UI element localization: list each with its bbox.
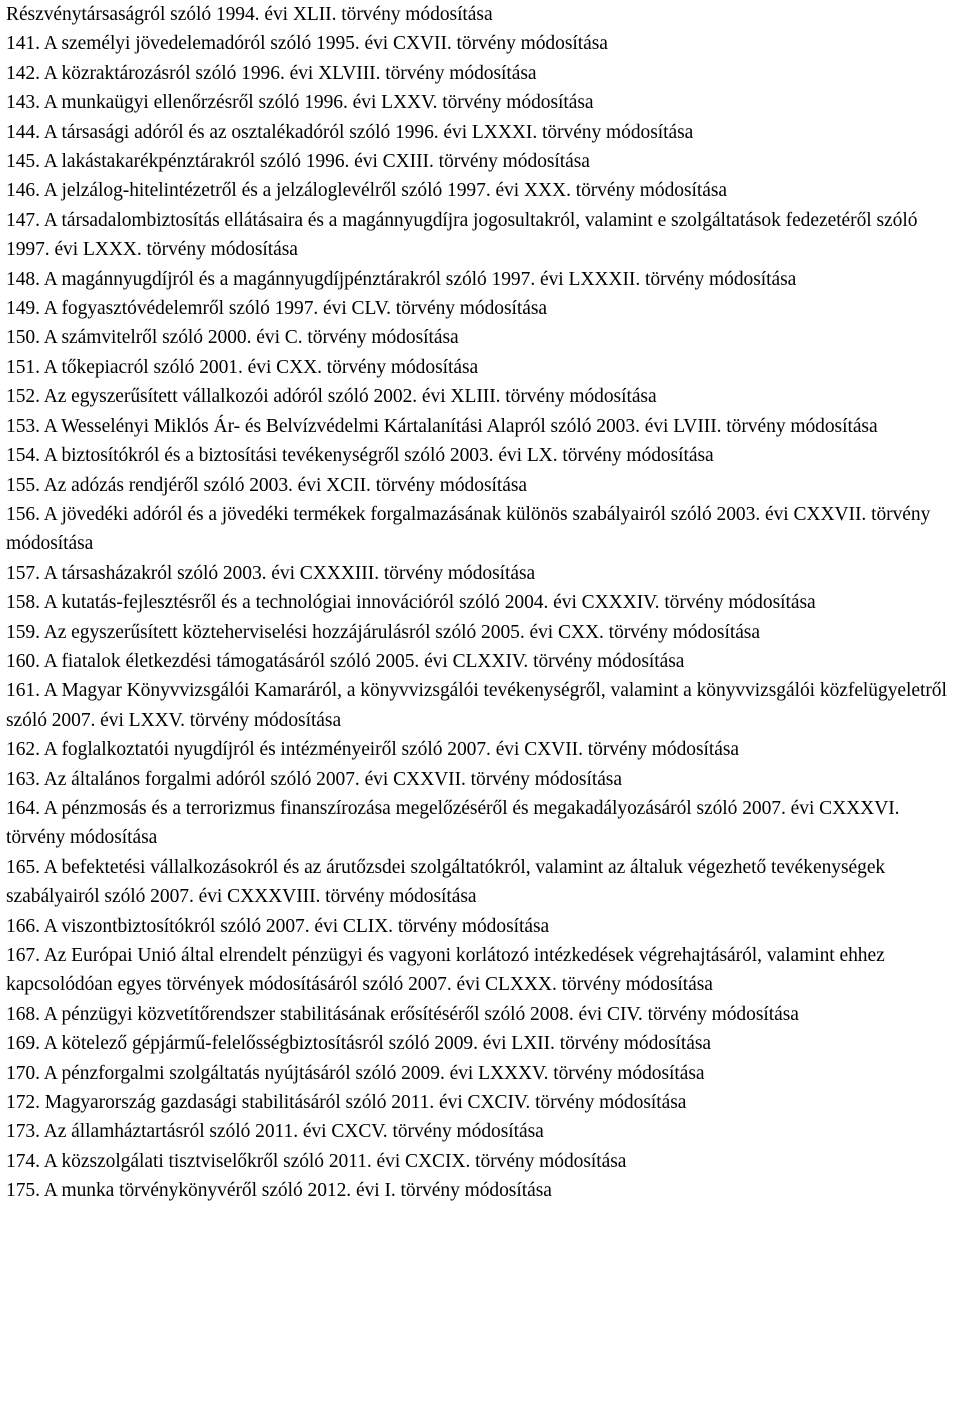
entry-text: Az adózás rendjéről szóló 2003. évi XCII. törvény módosítása <box>43 474 527 496</box>
list-item <box>6 147 956 176</box>
list-item <box>6 29 956 58</box>
list-item <box>6 1147 956 1176</box>
entry-number: 142. <box>6 62 40 84</box>
entry-text: A viszontbiztosítókról szóló 2007. évi CLIX. törvény módosítása <box>43 915 550 937</box>
list-item <box>6 853 956 912</box>
list-item <box>6 353 956 382</box>
entry-number: 166. <box>6 915 40 937</box>
entry-text: A befektetési vállalkozásokról és az árutőzsdei szolgáltatókról, valamint az általuk végezhető tevékenységek szabályairól szóló 2007. évi CXXXVIII. törvény módosítása <box>6 856 886 908</box>
list-item <box>6 1176 956 1205</box>
entry-text: Az egyszerűsített közteherviselési hozzájárulásról szóló 2005. évi CXX. törvény módosítása <box>43 621 760 643</box>
list-item <box>6 676 956 735</box>
entry-text: A közraktározásról szóló 1996. évi XLVIII. törvény módosítása <box>43 62 537 84</box>
list-item <box>6 559 956 588</box>
entry-text: A Magyar Könyvvizsgálói Kamaráról, a könyvvizsgálói tevékenységről, valamint a könyvvizsgálói közfelügyeletről szóló 2007. évi LXXV. törvény módosítása <box>6 680 947 731</box>
entry-number: 143. <box>6 92 40 114</box>
list-item <box>6 500 956 559</box>
entry-text: Magyarország gazdasági stabilitásáról szóló 2011. évi CXCIV. törvény módosítása <box>44 1092 687 1114</box>
entry-number: 150. <box>6 327 40 349</box>
entry-text: A társasházakról szóló 2003. évi CXXXIII. törvény módosítása <box>43 562 536 584</box>
entry-list <box>6 29 956 1205</box>
entry-text: A fiatalok életkezdési támogatásáról szóló 2005. évi CLXXIV. törvény módosítása <box>43 650 685 672</box>
list-item <box>6 1059 956 1088</box>
list-item <box>6 294 956 323</box>
entry-text: A pénzügyi közvetítőrendszer stabilitásának erősítéséről szóló 2008. évi CIV. törvény módosítása <box>43 1003 799 1025</box>
entry-number: 170. <box>6 1062 40 1084</box>
list-item <box>6 618 956 647</box>
list-item <box>6 647 956 676</box>
entry-text: A biztosítókról és a biztosítási tevékenységről szóló 2003. évi LX. törvény módosítása <box>43 445 714 467</box>
entry-number: 174. <box>6 1150 40 1172</box>
list-item <box>6 1029 956 1058</box>
list-item <box>6 176 956 205</box>
entry-number: 151. <box>6 356 40 378</box>
entry-number: 157. <box>6 562 40 584</box>
entry-number: 159. <box>6 621 40 643</box>
entry-number: 164. <box>6 797 40 819</box>
entry-text: Az államháztartásról szóló 2011. évi CXCV. törvény módosítása <box>43 1121 544 1143</box>
entry-text: A kötelező gépjármű-felelősségbiztosításról szóló 2009. évi LXII. törvény módosítása <box>43 1033 711 1055</box>
list-item <box>6 941 956 1000</box>
entry-text: A foglalkoztatói nyugdíjról és intézményeiről szóló 2007. évi CXVII. törvény módosítása <box>43 739 740 761</box>
entry-text: Az Európai Unió által elrendelt pénzügyi és vagyoni korlátozó intézkedések végrehajtásáról, valamint ehhez kapcsolódóan egyes törvények módosításáról szóló 2007. évi CLXXX. törvény módosítása <box>6 945 885 996</box>
list-item <box>6 323 956 352</box>
entry-text: A kutatás-fejlesztésről és a technológiai innovációról szóló 2004. évi CXXXIV. törvény módosítása <box>43 592 816 614</box>
list-item <box>6 912 956 941</box>
entry-number: 144. <box>6 121 40 143</box>
entry-number: 165. <box>6 856 40 878</box>
entry-number: 155. <box>6 474 40 496</box>
list-item <box>6 794 956 853</box>
entry-text: A magánnyugdíjról és a magánnyugdíjpénztárakról szóló 1997. évi LXXXII. törvény módosítása <box>43 268 797 290</box>
entry-number: 167. <box>6 945 40 966</box>
entry-text: A személyi jövedelemadóról szóló 1995. évi CXVII. törvény módosítása <box>43 33 608 55</box>
entry-number: 160. <box>6 650 40 672</box>
entry-number: 169. <box>6 1033 40 1055</box>
entry-number: 148. <box>6 268 40 290</box>
entry-text: A munka törvénykönyvéről szóló 2012. évi I. törvény módosítása <box>43 1180 552 1202</box>
list-item <box>6 412 956 441</box>
entry-text: A pénzforgalmi szolgáltatás nyújtásáról szóló 2009. évi LXXXV. törvény módosítása <box>43 1062 705 1084</box>
entry-text: A tőkepiacról szóló 2001. évi CXX. törvény módosítása <box>43 356 479 378</box>
entry-number: 153. <box>6 415 40 437</box>
entry-text: Az egyszerűsített vállalkozói adóról szóló 2002. évi XLIII. törvény módosítása <box>43 386 657 408</box>
list-item <box>6 118 956 147</box>
list-item <box>6 441 956 470</box>
list-item <box>6 735 956 764</box>
list-item <box>6 1088 956 1117</box>
list-item <box>6 382 956 411</box>
entry-number: 161. <box>6 680 40 702</box>
entry-number: 149. <box>6 298 40 320</box>
entry-number: 173. <box>6 1121 40 1143</box>
entry-text: A munkaügyi ellenőrzésről szóló 1996. évi LXXV. törvény módosítása <box>43 92 594 114</box>
entry-text: A számvitelről szóló 2000. évi C. törvény módosítása <box>43 327 459 349</box>
entry-text: A pénzmosás és a terrorizmus finanszírozása megelőzéséről és megakadályozásáról szóló 2007. évi CXXXVI. törvény módosítása <box>6 797 900 849</box>
entry-text: Az általános forgalmi adóról szóló 2007. évi CXXVII. törvény módosítása <box>43 768 622 790</box>
list-item <box>6 1117 956 1146</box>
entry-number: 162. <box>6 739 40 761</box>
list-item <box>6 59 956 88</box>
entry-text: A fogyasztóvédelemről szóló 1997. évi CLV. törvény módosítása <box>43 298 548 320</box>
entry-text: A lakástakarékpénztárakról szóló 1996. évi CXIII. törvény módosítása <box>43 151 590 173</box>
entry-number: 141. <box>6 33 40 55</box>
entry-number: 146. <box>6 180 40 202</box>
list-item <box>6 265 956 294</box>
list-item <box>6 206 956 265</box>
entry-text: A jelzálog-hitelintézetről és a jelzáloglevélről szóló 1997. évi XXX. törvény módosítása <box>43 180 728 202</box>
list-item <box>6 588 956 617</box>
entry-text: A közszolgálati tisztviselőkről szóló 2011. évi CXCIX. törvény módosítása <box>43 1150 627 1172</box>
entry-number: 168. <box>6 1003 40 1025</box>
list-item <box>6 1000 956 1029</box>
list-item <box>6 765 956 794</box>
entry-number: 156. <box>6 503 40 525</box>
entry-number: 154. <box>6 445 40 467</box>
entry-text: A társasági adóról és az osztalékadóról szóló 1996. évi LXXXI. törvény módosítása <box>43 121 694 143</box>
list-item <box>6 471 956 500</box>
entry-text: A társadalombiztosítás ellátásaira és a magánnyugdíjra jogosultakról, valamint e szolgáltatások fedezetéről szóló 1997. évi LXXX. törvény módosítása <box>6 209 918 261</box>
entry-number: 163. <box>6 768 40 790</box>
entry-number: 158. <box>6 592 40 614</box>
entry-number: 147. <box>6 209 40 231</box>
entry-number: 145. <box>6 151 40 173</box>
list-item <box>6 88 956 117</box>
entry-text: A Wesselényi Miklós Ár- és Belvízvédelmi Kártalanítási Alapról szóló 2003. évi LVIII. törvény módosítása <box>43 415 878 437</box>
entry-text: A jövedéki adóról és a jövedéki termékek forgalmazásának különös szabályairól szóló 2003. évi CXXVII. törvény módosítása <box>6 503 931 555</box>
top-line: Részvénytársaságról szóló 1994. évi XLII. törvény módosítása <box>6 4 493 25</box>
entry-number: 175. <box>6 1180 40 1202</box>
entry-number: 172. <box>6 1092 40 1114</box>
entry-number: 152. <box>6 386 40 408</box>
